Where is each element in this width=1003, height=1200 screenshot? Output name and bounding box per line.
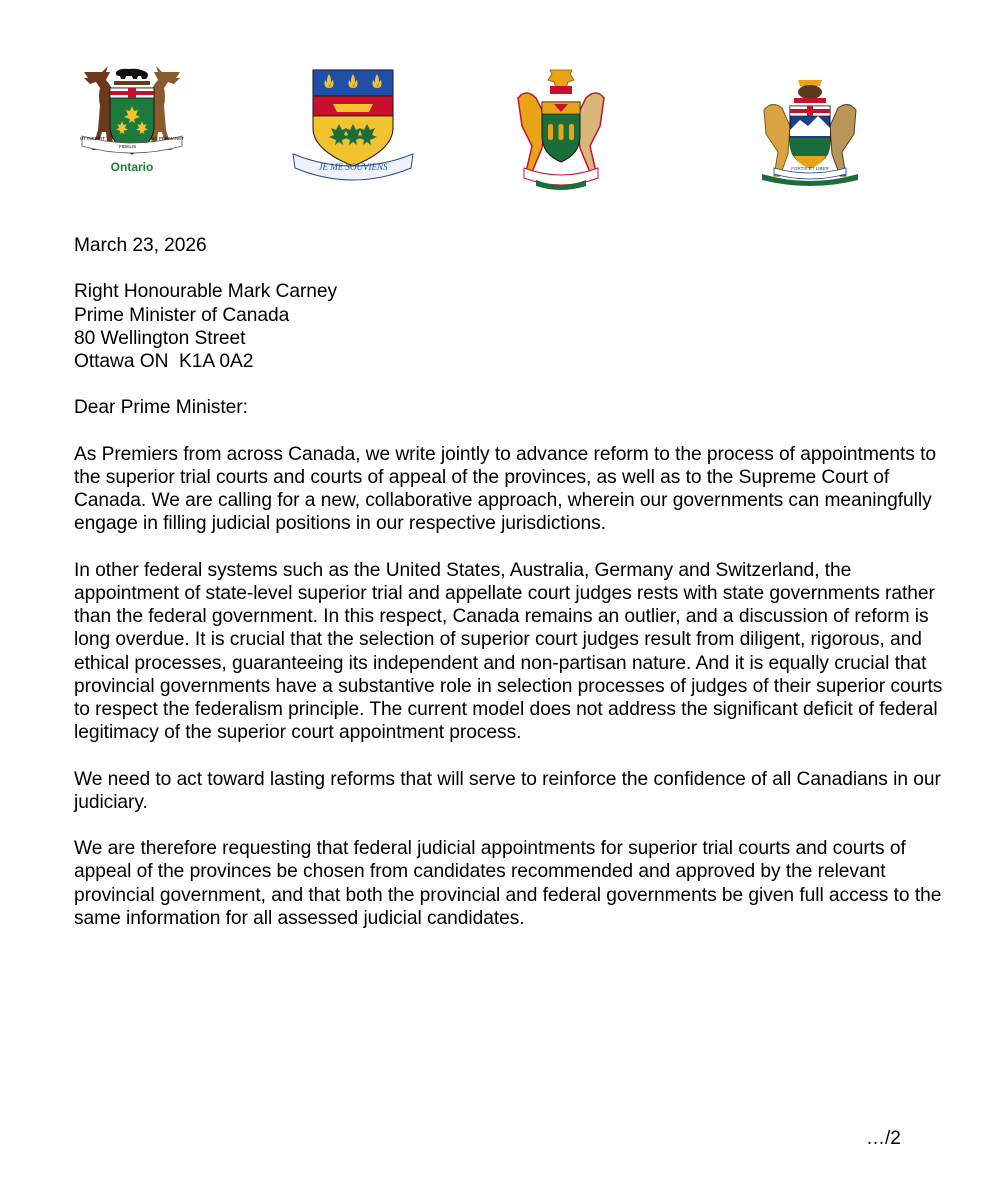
quebec-motto: JE ME SOUVIENS <box>318 162 388 172</box>
ontario-motto <box>80 136 184 149</box>
saskatchewan-coat-of-arms <box>514 68 608 192</box>
letter-date: March 23, 2026 <box>74 235 207 256</box>
recipient-line-2: Prime Minister of Canada <box>74 304 290 326</box>
paragraph-2: In other federal systems such as the United States, Australia, Germany and Switzerland, the appointment of state-level superior trial and appellate court judges rests with state governments rather than the federal government. In this respect, Canada remains an outlier, and a discussion of reform is long overdue. It is crucial that the selection of superior court judges result from diligent, rigorous, and ethical processes, guaranteeing its independent and non-partisan nature. And it is equally crucial that provincial governments have a substantive role in selection processes of judges of their superior courts to respect the federalism principle. The current model does not address the significant deficit of federal legitimacy of the superior court appointment process. <box>74 559 943 744</box>
page-continuation-marker: …/2 <box>866 1128 901 1149</box>
ontario-motto-center: FIDELIS <box>119 144 137 149</box>
recipient-line-3: 80 Wellington Street <box>74 327 246 349</box>
recipient-line-4: Ottawa ON K1A 0A2 <box>74 351 254 372</box>
recipient-address <box>74 280 954 373</box>
saskatchewan-crest-graphic <box>514 68 608 192</box>
ontario-coat-of-arms <box>76 66 188 178</box>
alberta-crest-graphic <box>758 76 862 188</box>
salutation: Dear Prime Minister: <box>74 397 248 419</box>
ontario-caption: Ontario <box>110 160 154 174</box>
paragraph-4: We are therefore requesting that federal judicial appointments for superior trial courts and courts of appeal of the provinces be chosen from candidates recommended and approved by the relevant provincial government, and that both the provincial and federal governments be given full access to the same information for all assessed judicial candidates. <box>74 838 942 929</box>
alberta-motto: FORTIS ET LIBER <box>791 166 829 171</box>
quebec-coat-of-arms <box>289 68 417 186</box>
ontario-motto-right: SIC PERMANET <box>150 136 184 141</box>
recipient-line-1: Right Honourable Mark Carney <box>74 281 338 303</box>
letter-body <box>74 234 954 953</box>
alberta-coat-of-arms <box>758 76 862 188</box>
ontario-motto-left: UT INCEPIT <box>80 136 105 141</box>
paragraph-3: We need to act toward lasting reforms that will serve to reinforce the confidence of all Canadians in our judiciary. <box>74 768 941 813</box>
paragraph-1: As Premiers from across Canada, we write jointly to advance reform to the process of appointments to the superior trial courts and courts of appeal of the provinces, as well as to the Supreme Court of Canada. We are calling for a new, collaborative approach, wherein our governments can meaningfully engage in filling judicial positions in our respective jurisdictions. <box>74 443 937 535</box>
